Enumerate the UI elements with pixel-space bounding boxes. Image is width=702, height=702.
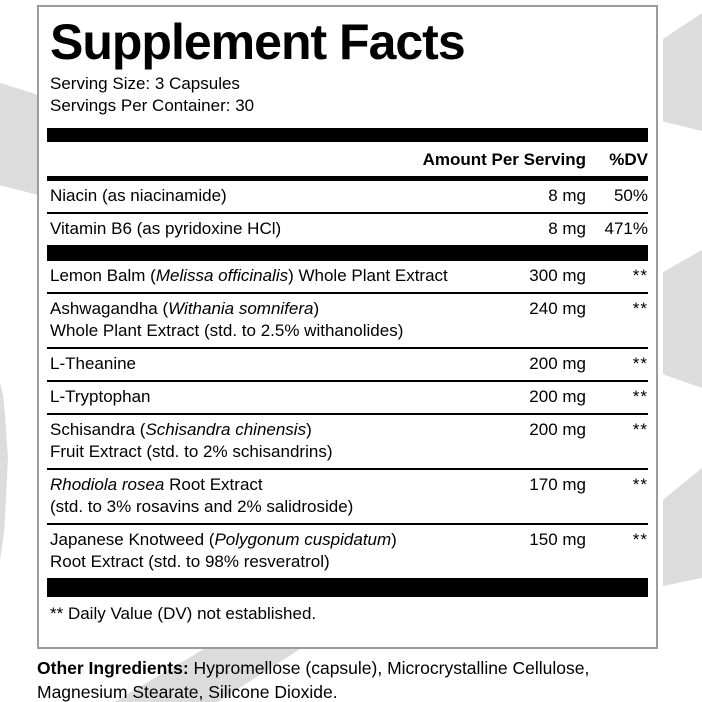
column-header-dv: %DV bbox=[609, 150, 648, 169]
panel-title: Supplement Facts bbox=[50, 14, 465, 70]
ingredient-name: Japanese Knotweed (Polygonum cuspidatum) Root Extract (std. to 98% resveratrol) bbox=[50, 530, 397, 571]
column-header-amount: Amount Per Serving bbox=[422, 150, 586, 169]
ingredient-amount: 150 mg bbox=[529, 530, 586, 549]
ingredient-name: L-Theanine bbox=[50, 354, 137, 373]
ingredient-row bbox=[47, 181, 648, 214]
ingredient-amount: 8 mg bbox=[548, 219, 586, 238]
background-swoosh-right-middle bbox=[663, 250, 702, 388]
ingredient-name: Vitamin B6 (as pyridoxine HCl) bbox=[50, 219, 282, 238]
background-swoosh-left-top bbox=[0, 78, 39, 200]
ingredient-name: Niacin (as niacinamide) bbox=[50, 186, 227, 205]
ingredient-amount: 200 mg bbox=[529, 420, 586, 439]
ingredient-amount: 240 mg bbox=[529, 299, 586, 318]
ingredient-row bbox=[47, 415, 648, 470]
ingredient-amount: 200 mg bbox=[529, 387, 586, 406]
ingredient-amount: 200 mg bbox=[529, 354, 586, 373]
supplement-facts-panel bbox=[37, 5, 658, 649]
ingredient-name: Schisandra (Schisandra chinensis) Fruit Extract (std. to 2% schisandrins) bbox=[50, 420, 333, 461]
botanical-rows-group bbox=[47, 261, 648, 578]
separator-bar-bottom bbox=[47, 578, 648, 597]
ingredient-dv: ** bbox=[632, 475, 648, 494]
ingredient-row bbox=[47, 214, 648, 245]
ingredient-row bbox=[47, 294, 648, 349]
serving-size-text: Serving Size: 3 Capsules bbox=[50, 74, 240, 93]
ingredient-dv: ** bbox=[632, 299, 648, 318]
ingredient-dv: 50% bbox=[613, 186, 648, 205]
ingredient-dv: ** bbox=[632, 354, 648, 373]
ingredient-row bbox=[47, 470, 648, 525]
ingredient-row bbox=[47, 382, 648, 415]
ingredient-name: L-Tryptophan bbox=[50, 387, 151, 406]
ingredient-row bbox=[47, 261, 648, 294]
servings-per-container-text: Servings Per Container: 30 bbox=[50, 96, 255, 115]
ingredient-row bbox=[47, 349, 648, 382]
ingredient-dv: 471% bbox=[604, 219, 648, 238]
other-ingredients-label: Other Ingredients: bbox=[37, 658, 189, 678]
table-header-row bbox=[47, 142, 648, 174]
ingredient-name: Rhodiola rosea Root Extract (std. to 3% rosavins and 2% salidroside) bbox=[50, 475, 354, 516]
other-ingredients bbox=[37, 656, 682, 702]
ingredient-dv: ** bbox=[632, 420, 648, 439]
background-swoosh-right-bottom bbox=[663, 468, 702, 586]
ingredient-amount: 170 mg bbox=[529, 475, 586, 494]
background-swoosh-left-bottom bbox=[0, 383, 8, 561]
ingredient-dv: ** bbox=[632, 530, 648, 549]
dv-footnote: ** Daily Value (DV) not established. bbox=[50, 604, 317, 623]
ingredient-dv: ** bbox=[632, 387, 648, 406]
ingredient-name: Lemon Balm (Melissa officinalis) Whole Plant Extract bbox=[50, 266, 448, 285]
other-ingredients-text: Hypromellose (capsule), Microcrystalline Cellulose, Magnesium Stearate, Silicone Dioxide. bbox=[37, 658, 590, 702]
ingredient-name: Ashwagandha (Withania somnifera) Whole Plant Extract (std. to 2.5% withanolides) bbox=[50, 299, 404, 340]
ingredient-dv: ** bbox=[632, 266, 648, 285]
ingredient-row bbox=[47, 525, 648, 578]
ingredient-amount: 8 mg bbox=[548, 186, 586, 205]
separator-bar-middle bbox=[47, 245, 648, 261]
vitamin-rows-group bbox=[47, 181, 648, 245]
separator-bar-top bbox=[47, 128, 648, 142]
ingredient-amount: 300 mg bbox=[529, 266, 586, 285]
background-swoosh-right-top bbox=[663, 13, 702, 131]
